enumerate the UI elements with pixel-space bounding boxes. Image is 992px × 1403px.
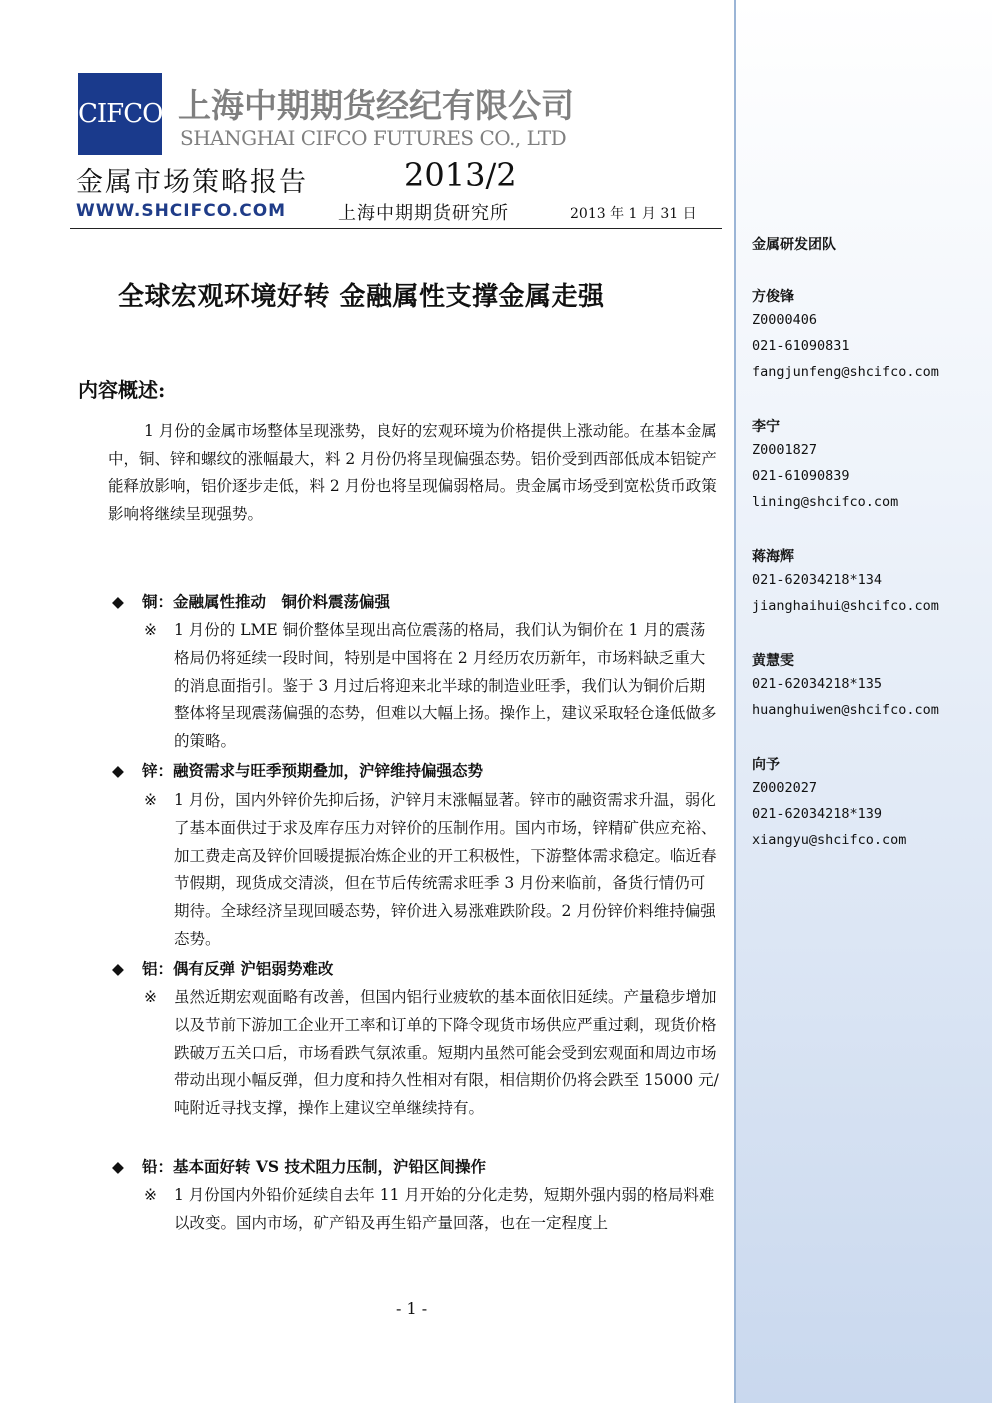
website-link[interactable]: WWW.SHCIFCO.COM — [76, 201, 287, 221]
summary-heading: 内容概述: — [78, 378, 166, 402]
section-copper-title: 铜：金融属性推动 铜价料震荡偏强 — [142, 592, 391, 611]
reference-mark-icon: ※ — [144, 1186, 157, 1204]
member-phone: 021-61090831 — [752, 338, 850, 354]
summary-text-content: 1 月份的金属市场整体呈现涨势，良好的宏观环境为价格提供上涨动能。在基本金属中，铜、锌和螺纹的涨幅最大，料 2 月份仍将呈现偏强态势。铝价受到西部低成本铝锭产能释放影响，铝价逐步走低，料 2 月份也将呈现偏弱格局。贵金属市场受到宽松货币政策影响将继续呈现强势。 — [108, 422, 717, 523]
headline: 全球宏观环境好转 金融属性支撑金属走强 — [118, 282, 605, 312]
section-zinc-title: 锌：融资需求与旺季预期叠加，沪锌维持偏强态势 — [142, 761, 484, 780]
section-zinc-title-row — [112, 759, 483, 781]
member-name: 蒋海辉 — [752, 549, 794, 565]
institute-name: 上海中期期货研究所 — [338, 203, 509, 224]
reference-mark-icon: ※ — [144, 791, 157, 809]
section-zinc-text: 1 月份，国内外锌价先抑后扬，沪锌月末涨幅显著。锌市的融资需求升温，弱化了基本面供过于求及库存压力对锌价的压制作用。国内市场，锌精矿供应充裕、加工费走高及锌价回暖提振冶炼企业的开工积极性，下游整体需求稳定。临近春节假期，现货成交清淡，但在节后传统需求旺季 3 月份来临前，备货行情仍可期待。全球经济呈现回暖态势，锌价进入易涨难跌阶段。2 月份锌价料维持偏强态势。 — [174, 791, 717, 948]
member-license: Z0002027 — [752, 780, 818, 796]
header-divider — [70, 228, 722, 229]
section-lead-text: 1 月份国内外铅价延续自去年 11 月开始的分化走势，短期外强内弱的格局料难以改变。国内市场，矿产铅及再生铅产量回落，也在一定程度上 — [174, 1186, 715, 1232]
member-phone: 021-61090839 — [752, 468, 850, 484]
report-title: 金属市场策略报告 — [76, 167, 308, 198]
member-name: 李宁 — [752, 419, 780, 435]
report-period: 2013/2 — [404, 156, 517, 194]
section-aluminium-title: 铝：偶有反弹 沪铝弱势难改 — [142, 959, 334, 978]
section-zinc-body — [144, 787, 720, 954]
page-number: - 1 - — [396, 1299, 428, 1318]
company-logo — [78, 73, 162, 155]
section-aluminium-body — [144, 984, 720, 1123]
logo-letters: CIFCO — [78, 99, 163, 129]
reference-mark-icon: ※ — [144, 621, 157, 639]
member-name: 黄慧雯 — [752, 653, 794, 669]
section-copper-text: 1 月份的 LME 铜价整体呈现出高位震荡的格局，我们认为铜价在 1 月的震荡格局仍将延续一段时间，特别是中国将在 2 月经历农历新年，市场料缺乏重大的消息面指引。鉴于 3 月过后将迎来北半球的制造业旺季，我们认为铜价后期整体将呈现震荡偏强的态势，但难以大幅上扬。操作上，建议采取轻仓逢低做多的策略。 — [174, 621, 717, 751]
summary-text — [108, 418, 720, 528]
report-date: 2013 年 1 月 31 日 — [570, 206, 697, 222]
section-copper-title-row — [112, 590, 390, 612]
member-email[interactable]: huanghuiwen@shcifco.com — [752, 702, 939, 718]
diamond-bullet-icon: ◆ — [112, 761, 124, 780]
member-name: 向予 — [752, 757, 780, 773]
member-email[interactable]: fangjunfeng@shcifco.com — [752, 364, 939, 380]
section-copper-body — [144, 617, 720, 756]
company-name-cn: 上海中期期货经纪有限公司 — [178, 86, 574, 125]
diamond-bullet-icon: ◆ — [112, 1157, 124, 1176]
member-email[interactable]: lining@shcifco.com — [752, 494, 899, 510]
diamond-bullet-icon: ◆ — [112, 592, 124, 611]
member-email[interactable]: xiangyu@shcifco.com — [752, 832, 907, 848]
section-aluminium-text: 虽然近期宏观面略有改善，但国内铝行业疲软的基本面依旧延续。产量稳步增加以及节前下游加工企业开工率和订单的下降令现货市场供应严重过剩，现货价格跌破万五关口后，市场看跌气氛浓重。短期内虽然可能会受到宏观面和周边市场带动出现小幅反弹，但力度和持久性相对有限，相信期价仍将会跌至 15000 元/吨附近寻找支撑，操作上建议空单继续持有。 — [174, 988, 719, 1118]
section-lead-title: 铅：基本面好转 VS 技术阻力压制，沪铅区间操作 — [142, 1157, 487, 1176]
section-lead-title-row — [112, 1155, 486, 1177]
section-lead-body — [144, 1182, 720, 1238]
company-name-en: SHANGHAI CIFCO FUTURES CO., LTD — [180, 126, 567, 150]
research-team-sidebar — [734, 0, 992, 1403]
member-phone: 021-62034218*139 — [752, 806, 883, 822]
member-name: 方俊锋 — [752, 289, 794, 305]
team-title: 金属研发团队 — [752, 237, 836, 253]
member-email[interactable]: jianghaihui@shcifco.com — [752, 598, 939, 614]
member-phone: 021-62034218*135 — [752, 676, 883, 692]
reference-mark-icon: ※ — [144, 988, 157, 1006]
member-license: Z0000406 — [752, 312, 818, 328]
member-phone: 021-62034218*134 — [752, 572, 883, 588]
diamond-bullet-icon: ◆ — [112, 959, 124, 978]
section-aluminium-title-row — [112, 957, 333, 979]
member-license: Z0001827 — [752, 442, 818, 458]
